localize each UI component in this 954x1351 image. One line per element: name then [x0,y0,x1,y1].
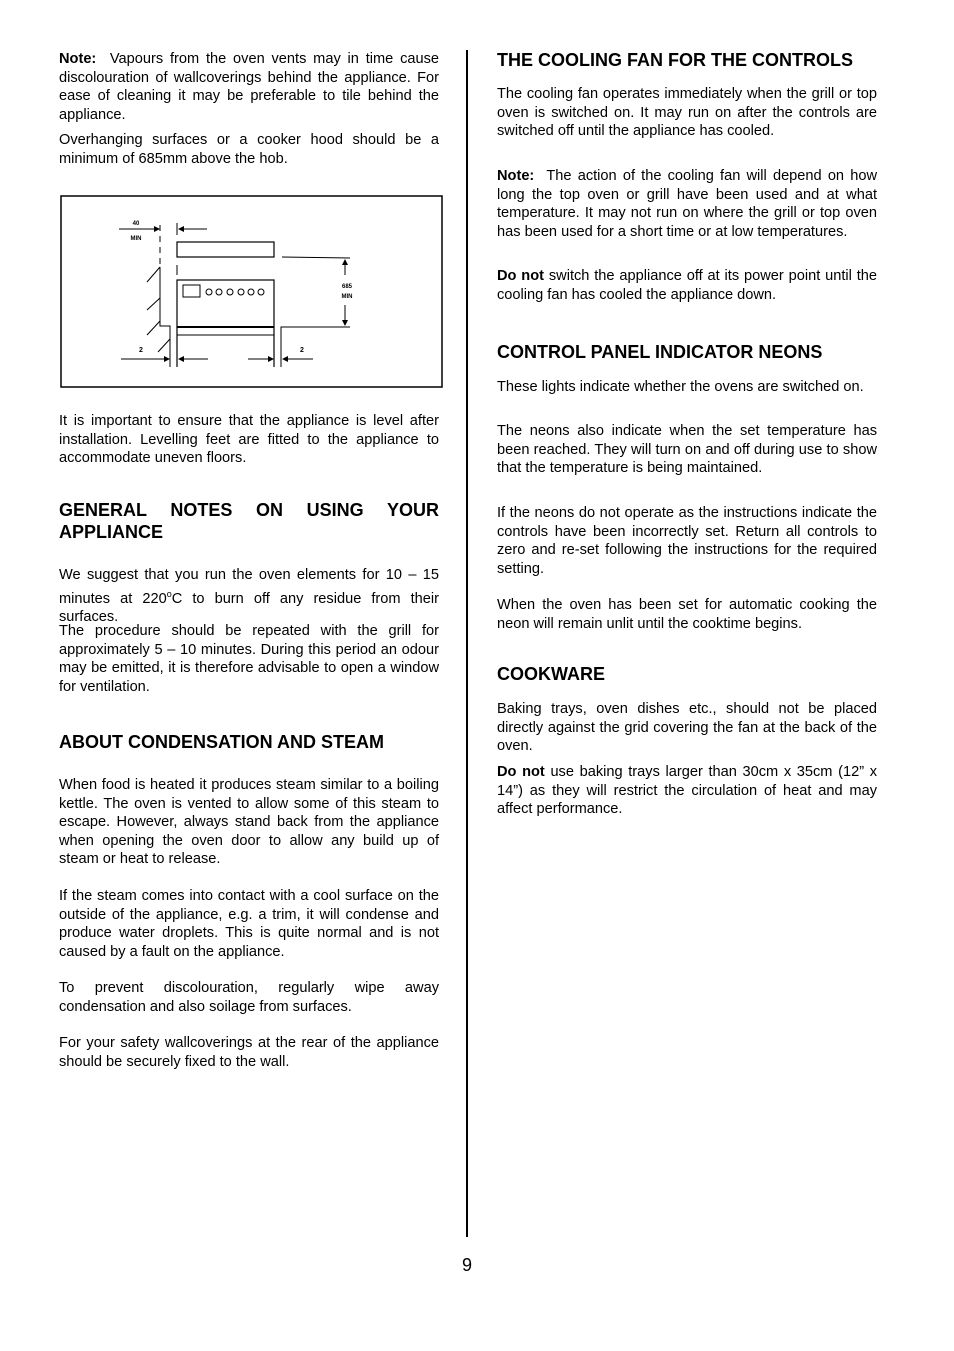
condensation-paragraph-2: If the steam comes into contact with a cool surface on the outside of the appliance, e.g. a trim, it will condense and produce water droplets. This is quite normal and is not caused by a fault on the appliance. [59,888,439,960]
neon-paragraph-3: If the neons do not operate as the instructions indicate the controls have been incorrectly set. Return all controls to zero and re-set following the instructions for the required setting. [497,505,877,577]
cookware-paragraph-2 [497,763,877,819]
fan-paragraph-3 [497,267,877,304]
general-text-a: We suggest that you run the oven elements for 10 – 15 minutes at 220 [59,567,439,607]
side-gap-label: 40 [132,221,140,227]
fan-note-text: The action of the cooling fan will depend on how long the top oven or grill have been used and at what temperature. It may not run on where the grill or top oven has been used for a short time or at low temperatures. [497,168,877,240]
cookware-warning-text: use baking trays larger than 30cm x 35cm (12” x 14”) as they will restrict the circulation of heat and may affect performance. [497,764,877,817]
fan-warning-text: switch the appliance off at its power point until the cooling fan has cooled the appliance down. [497,268,878,303]
condensation-paragraph-4: For your safety wallcoverings at the rear of the appliance should be securely fixed to the wall. [59,1035,439,1070]
counter-right [281,327,350,367]
degree-sup: o [166,588,172,599]
heading-condensation: ABOUT CONDENSATION AND STEAM [59,732,384,752]
fan-warning-label: Do not [497,268,544,284]
general-paragraph-1 [59,566,439,626]
left-gap-label: 2 [139,347,143,354]
heading-cooling-fan: THE COOLING FAN FOR THE CONTROLS [497,50,853,70]
cookware-warning-label: Do not [497,764,545,780]
level-paragraph: It is important to ensure that the appliance is level after installation. Levelling feet are fitted to the appliance to accommodate uneven floors. [59,413,439,466]
page-number: 9 [462,1255,473,1275]
note-label: Note: [59,51,97,67]
condensation-paragraph-1: When food is heated it produces steam similar to a boiling kettle. The oven is vented to allow some of this steam to escape. However, always stand back from the appliance when opening the oven door to allow any build up of steam or heat to release. [59,777,439,867]
overhang-paragraph: Overhanging surfaces or a cooker hood should be a minimum of 685mm above the hob. [59,132,439,167]
general-paragraph-2: The procedure should be repeated with the grill for approximately 5 – 10 minutes. During this period an odour may be emitted, it is therefore advisable to open a window for ventilation. [59,623,439,695]
neon-paragraph-1: These lights indicate whether the ovens are switched on. [497,379,864,395]
heading-cookware: COOKWARE [497,664,605,684]
condensation-paragraph-3: To prevent discolouration, regularly wipe away condensation and also soilage from surfaces. [59,980,439,1015]
cookware-paragraph-1: Baking trays, oven dishes etc., should not be placed directly against the grid covering the fan at the back of the oven. [497,701,877,754]
neon-paragraph-4: When the oven has been set for automatic cooking the neon will remain unlit until the cooktime begins. [497,597,877,632]
fan-paragraph-2 [497,167,877,241]
side-gap-min-label: MIN [130,236,142,242]
wall-left [160,267,170,367]
neon-paragraph-2: The neons also indicate when the set temperature has been reached. They will turn on and off during use to show that the temperature is being maintained. [497,423,877,476]
fan-paragraph-1: The cooling fan operates immediately when the grill or top oven is switched on. It may run on after the controls are switched off until the appliance has cooled. [497,86,877,139]
note-text: Vapours from the oven vents may in time cause discolouration of wallcoverings behind the appliance. For ease of cleaning it may be preferable to tile behind the appliance. [59,51,440,123]
height-min-label: MIN [341,294,353,300]
heading-general-notes: GENERAL NOTES ON USING YOUR APPLIANCE [59,500,439,542]
diagram-frame [61,196,442,387]
right-gap-label: 2 [300,347,304,354]
cooker-body [177,280,274,327]
heading-neons: CONTROL PANEL INDICATOR NEONS [497,342,823,362]
cooker-hood [177,242,274,257]
note-paragraph [59,50,439,124]
installation-clearance-diagram [60,195,443,388]
height-label: 685 [341,284,353,290]
fan-note-label: Note: [497,168,535,184]
general-text-b: C to burn off any residue from their surfaces. [59,590,439,625]
column-divider [466,50,468,1237]
